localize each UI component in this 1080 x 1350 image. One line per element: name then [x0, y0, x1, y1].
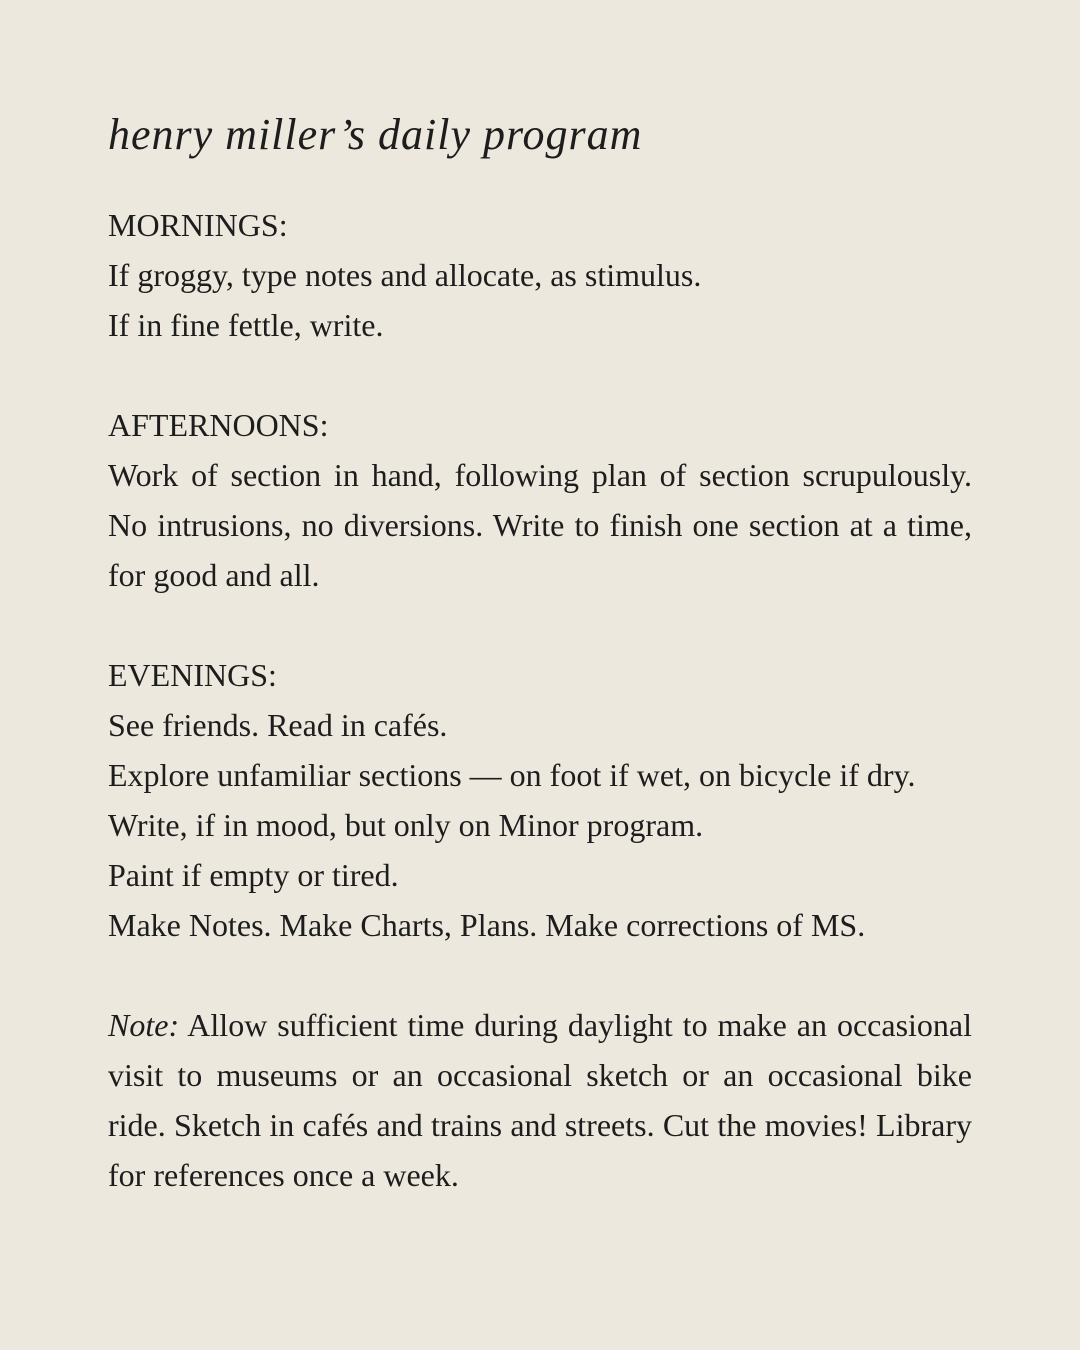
mornings-section	[108, 200, 972, 350]
note-text: Allow sufficient time during daylight to make an occasional visit to museums or an occasional sketch or an occasional bike ride. Sketch in cafés and trains and streets. Cut the movies! Library for references once a week.	[108, 1007, 973, 1193]
evenings-section	[108, 650, 972, 950]
daily-program-card	[108, 105, 972, 1250]
evenings-heading: EVENINGS:	[108, 657, 277, 693]
note-label: Note:	[108, 1007, 180, 1043]
mornings-line: If groggy, type notes and allocate, as stimulus.	[108, 257, 702, 293]
mornings-line: If in fine fettle, write.	[108, 307, 384, 343]
evenings-line: Write, if in mood, but only on Minor program.	[108, 807, 704, 843]
evenings-line: Make Notes. Make Charts, Plans. Make corrections of MS.	[108, 907, 866, 943]
afternoons-section	[108, 400, 972, 600]
page-title: henry miller’s daily program	[108, 110, 643, 159]
evenings-line: Paint if empty or tired.	[108, 857, 399, 893]
mornings-heading: MORNINGS:	[108, 207, 288, 243]
afternoons-paragraph: Work of section in hand, following plan of section scrupulously. No intrusions, no diversions. Write to finish one section at a time, for good and all.	[108, 457, 972, 593]
program-body	[108, 200, 972, 1200]
note-paragraph	[108, 1000, 972, 1200]
evenings-line: See friends. Read in cafés.	[108, 707, 448, 743]
evenings-line: Explore unfamiliar sections — on foot if wet, on bicycle if dry.	[108, 757, 916, 793]
note-section	[108, 1000, 972, 1200]
afternoons-heading: AFTERNOONS:	[108, 407, 329, 443]
